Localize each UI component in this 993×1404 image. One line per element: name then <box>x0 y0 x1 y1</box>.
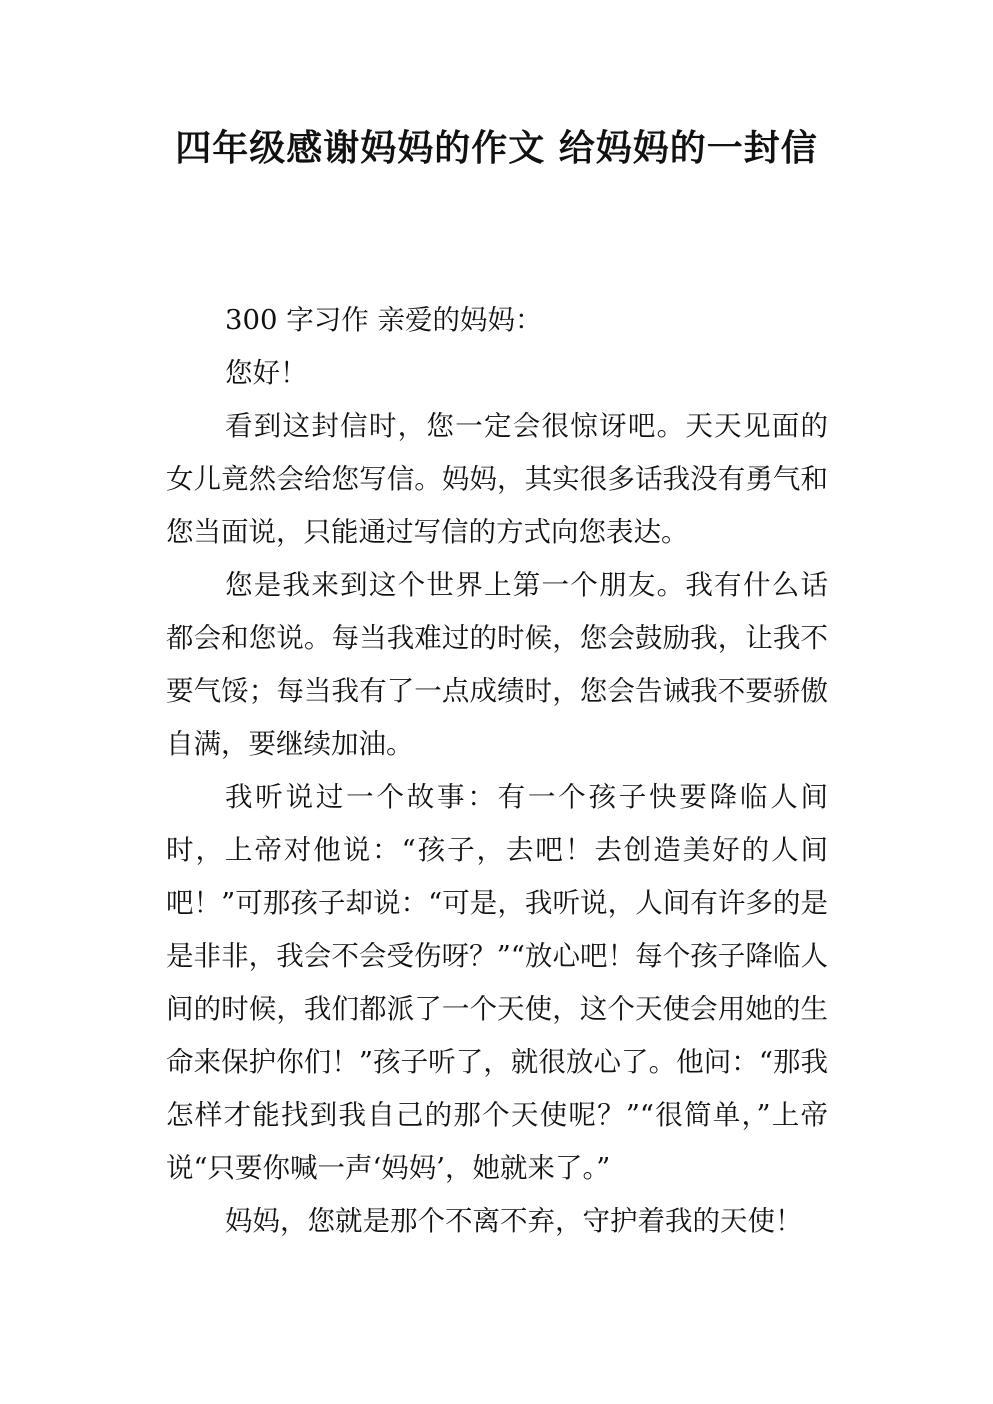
paragraph-closing: 妈妈，您就是那个不离不弃，守护着我的天使！ <box>225 1205 803 1237</box>
paragraph-story: 我听说过一个故事：有一个孩子快要降临人间时，上帝对他说：“孩子，去吧！去创造美好的人间吧！”可那孩子却说：“可是，我听说，人间有许多的是是非非，我会不会受伤呀？”“放心吧！每个孩子降临人间的时候，我们都派了一个天使，这个天使会用她的生命来保护你们！”孩子听了，就很放心了。他问：“那我怎样才能找到我自己的那个天使呢？”“很简单，”上帝说“只要你喊一声‘妈妈’，她就来了。” <box>166 781 828 1184</box>
paragraph-greeting-line: 300 字习作 亲爱的妈妈： <box>225 304 543 336</box>
paragraph-salutation: 您好！ <box>225 357 308 389</box>
paragraph-first-friend: 您是我来到这个世界上第一个朋友。我有什么话都会和您说。每当我难过的时候，您会鼓励我，让我不要气馁；每当我有了一点成绩时，您会告诫我不要骄傲自满，要继续加油。 <box>166 569 828 760</box>
document-title: 四年级感谢妈妈的作文 给妈妈的一封信 <box>175 128 818 169</box>
paragraph-intro: 看到这封信时，您一定会很惊讶吧。天天见面的女儿竟然会给您写信。妈妈，其实很多话我没有勇气和您当面说，只能通过写信的方式向您表达。 <box>166 410 828 548</box>
document-body <box>166 294 828 1248</box>
